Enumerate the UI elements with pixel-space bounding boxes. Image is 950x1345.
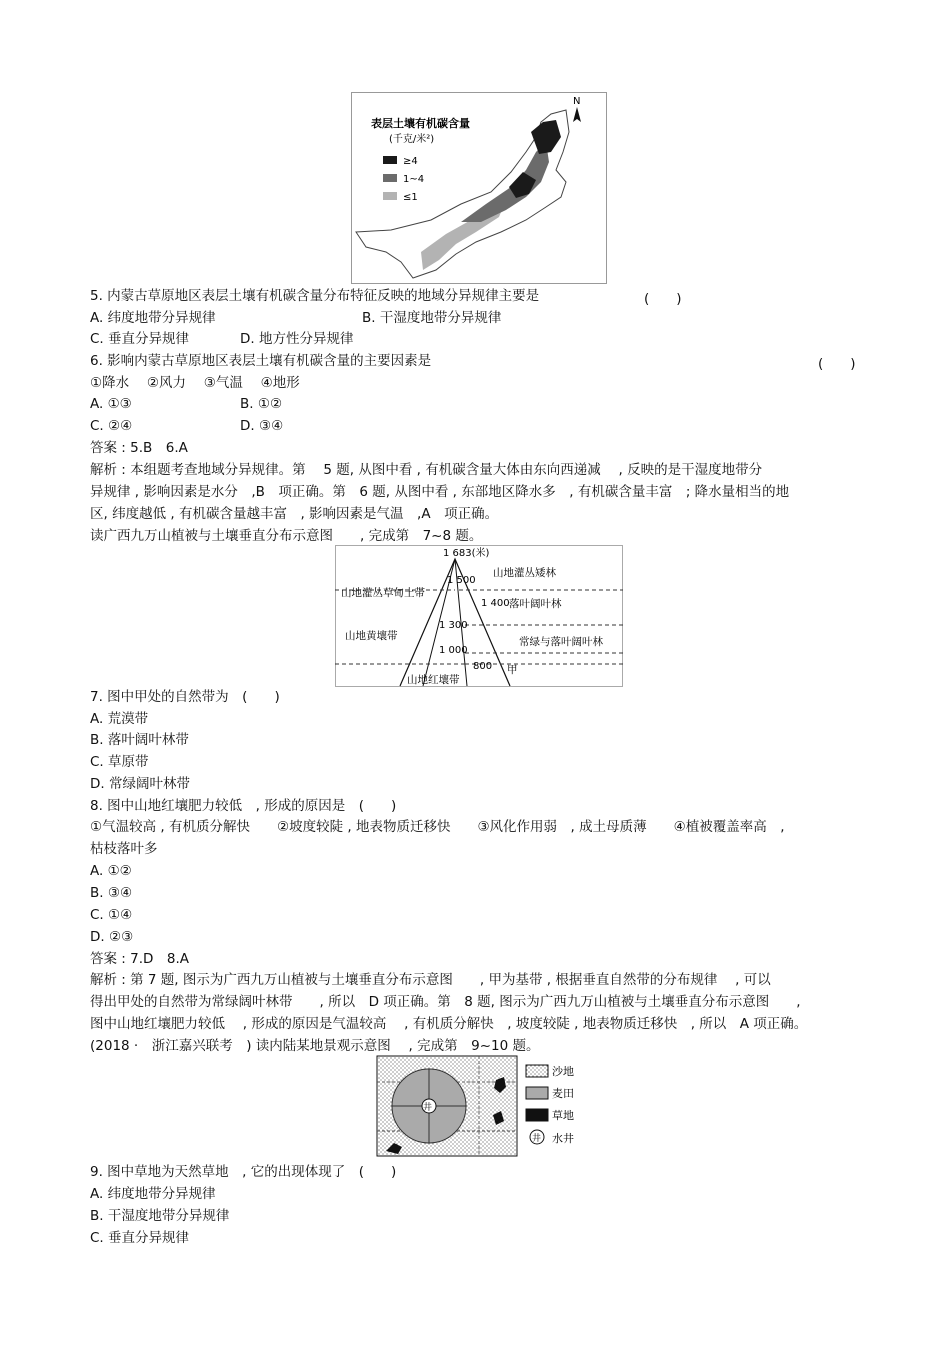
answer-5-6: 答案 : 5.B 6.A xyxy=(90,440,188,456)
q8-option-c[interactable]: C. ①④ xyxy=(90,907,133,923)
q7-stem: 7. 图中甲处的自然带为 ( ) xyxy=(90,689,280,705)
legend-high: ≥4 xyxy=(403,156,418,167)
veg-shrub-label: 山地灌丛矮林 xyxy=(493,567,556,579)
height-800: 800 xyxy=(473,661,493,672)
q6-option-d[interactable]: D. ③④ xyxy=(240,418,284,434)
q9-option-b[interactable]: B. 干湿度地带分异规律 xyxy=(90,1208,230,1224)
legend-wheat: 麦田 xyxy=(552,1087,574,1100)
height-1000: 1 000 xyxy=(439,645,468,656)
q5-option-d[interactable]: D. 地方性分异规律 xyxy=(240,331,354,347)
explanation-5-6-line3: 区, 纬度越低 , 有机碳含量越丰富 , 影响因素是气温 ,A 项正确。 xyxy=(90,506,499,522)
q7-option-d[interactable]: D. 常绿阔叶林带 xyxy=(90,776,190,792)
q8-factors-line2: 枯枝落叶多 xyxy=(90,841,158,857)
mountain-zonation-diagram xyxy=(335,545,623,687)
explanation-7-8-line2: 得出甲处的自然带为常绿阔叶林带 , 所以 D 项正确。第 8 题, 图示为广西九万山植被与土壤垂直分布示意图 , xyxy=(90,994,801,1010)
explanation-7-8-line3: 图中山地红壤肥力较低 , 形成的原因是气温较高 , 有机质分解快 , 坡度较陡 , 地表物质迁移快 , 所以 A 项正确。 xyxy=(90,1016,808,1032)
legend-sand: 沙地 xyxy=(552,1065,574,1078)
q7-option-c[interactable]: C. 草原带 xyxy=(90,754,149,770)
legend-swatch-mid xyxy=(383,174,397,182)
q9-option-c[interactable]: C. 垂直分异规律 xyxy=(90,1230,190,1246)
q8-option-a[interactable]: A. ①② xyxy=(90,863,132,879)
map-title: 表层土壤有机碳含量 xyxy=(371,117,470,130)
answer-7-8: 答案 : 7.D 8.A xyxy=(90,951,190,967)
intro-7-8: 读广西九万山植被与土壤垂直分布示意图 , 完成第 7~8 题。 xyxy=(90,528,483,544)
q5-paren: ( ) xyxy=(644,291,682,307)
q6-option-b[interactable]: B. ①② xyxy=(240,396,283,412)
q8-stem: 8. 图中山地红壤肥力较低 , 形成的原因是 ( ) xyxy=(90,798,397,814)
legend-grass: 草地 xyxy=(552,1109,574,1122)
q6-option-c[interactable]: C. ②④ xyxy=(90,418,133,434)
q6-paren: ( ) xyxy=(818,356,856,372)
well-symbol: 井 xyxy=(423,1103,433,1113)
q9-stem: 9. 图中草地为天然草地 , 它的出现体现了 ( ) xyxy=(90,1164,397,1180)
q8-option-d[interactable]: D. ②③ xyxy=(90,929,134,945)
q5-stem: 5. 内蒙古草原地区表层土壤有机碳含量分布特征反映的地域分异规律主要是 xyxy=(90,288,540,304)
legend-low: ≤1 xyxy=(403,192,418,203)
legend-swatch-high xyxy=(383,156,397,164)
legend-mid: 1~4 xyxy=(403,174,425,185)
height-1300: 1 300 xyxy=(439,620,468,631)
map-unit: (千克/米²) xyxy=(389,134,435,145)
landscape-diagram xyxy=(376,1055,581,1160)
legend-well-symbol: 井 xyxy=(532,1134,542,1144)
q7-option-a[interactable]: A. 荒漠带 xyxy=(90,711,149,727)
q9-option-a[interactable]: A. 纬度地带分异规律 xyxy=(90,1186,216,1202)
explanation-5-6-line1: 解析 : 本组题考查地域分异规律。第 5 题, 从图中看 , 有机碳含量大体由东向西递减 , 反映的是干湿度地带分 xyxy=(90,462,763,478)
veg-mixed-label: 常绿与落叶阔叶林 xyxy=(519,636,603,648)
explanation-7-8-line1: 解析 : 第 7 题, 图示为广西九万山植被与土壤垂直分布示意图 , 甲为基带 , 根据垂直自然带的分布规律 , 可以 xyxy=(90,972,771,988)
q6-factors: ①降水 ②风力 ③气温 ④地形 xyxy=(90,375,300,391)
explanation-5-6-line2: 异规律 , 影响因素是水分 ,B 项正确。第 6 题, 从图中看 , 东部地区降水多 , 有机碳含量丰富 ; 降水量相当的地 xyxy=(90,484,790,500)
soil-meadow-label: 山地灌丛草甸土带 xyxy=(341,587,425,599)
north-label: N xyxy=(573,96,581,107)
legend-swatch-low xyxy=(383,192,397,200)
q5-option-c[interactable]: C. 垂直分异规律 xyxy=(90,331,190,347)
q5-option-b[interactable]: B. 干湿度地带分异规律 xyxy=(362,310,502,326)
veg-deciduous-label: 落叶阔叶林 xyxy=(509,598,562,610)
height-1500: 1 500 xyxy=(447,575,476,586)
q8-factors-line1: ①气温较高 , 有机质分解快 ②坡度较陡 , 地表物质迁移快 ③风化作用弱 , 成土母质薄 ④植被覆盖率高 , xyxy=(90,819,785,835)
q8-option-b[interactable]: B. ③④ xyxy=(90,885,133,901)
q6-stem: 6. 影响内蒙古草原地区表层土壤有机碳含量的主要因素是 xyxy=(90,353,432,369)
q6-option-a[interactable]: A. ①③ xyxy=(90,396,132,412)
legend-well: 水井 xyxy=(552,1132,574,1145)
jia-label: 甲 xyxy=(507,664,518,676)
intro-9-10: (2018 · 浙江嘉兴联考 ) 读内陆某地景观示意图 , 完成第 9~10 题。 xyxy=(90,1038,540,1054)
soil-yellow-label: 山地黄壤带 xyxy=(345,630,398,642)
q7-option-b[interactable]: B. 落叶阔叶林带 xyxy=(90,732,189,748)
soil-red-label: 山地红壤带 xyxy=(407,674,460,686)
soil-carbon-map xyxy=(351,92,607,284)
peak-height: 1 683(米) xyxy=(443,548,490,559)
q5-option-a[interactable]: A. 纬度地带分异规律 xyxy=(90,310,216,326)
height-1400: 1 400 xyxy=(481,598,510,609)
